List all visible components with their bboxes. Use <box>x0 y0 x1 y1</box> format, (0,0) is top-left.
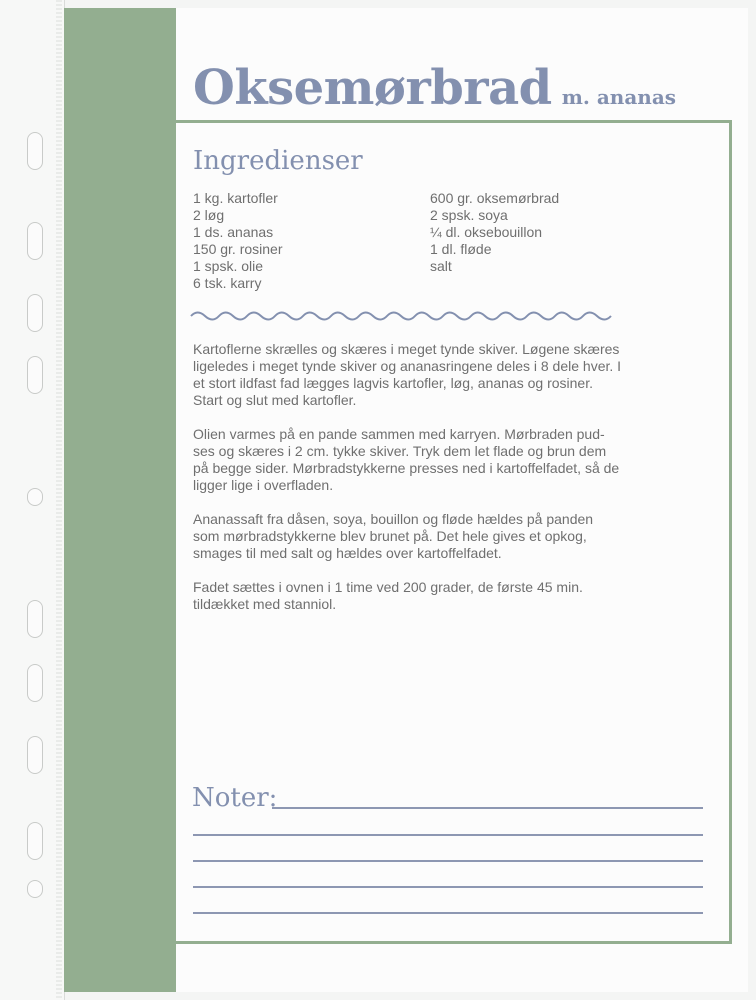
note-line <box>193 834 703 836</box>
ingredient-item: 2 spsk. soya <box>430 207 508 223</box>
punch-hole <box>27 488 43 506</box>
ingredient-item: 1 kg. kartofler <box>193 190 278 206</box>
green-side-bar <box>64 8 176 992</box>
punch-hole <box>27 664 43 702</box>
ingredient-item: 1 ds. ananas <box>193 224 274 240</box>
title-main: Oksemørbrad <box>193 60 552 116</box>
ingredient-item: 1 spsk. olie <box>193 258 264 274</box>
note-line <box>272 807 703 809</box>
ingredient-item: 1 dl. fløde <box>430 241 492 257</box>
note-line <box>193 860 703 862</box>
note-line <box>193 912 703 914</box>
method-paragraph: Olien varmes på en pande sammen med karryen. Mørbraden pud-ses og skæres i 2 cm. tykke skiver. Tryk dem let flade og brun dem på begge sider. Mørbradstykkerne presses ned i kartoffelfadet, så de ligger lige i overfladen. <box>193 426 620 493</box>
method-text <box>193 341 623 630</box>
sheet-protector-strip <box>0 0 65 1000</box>
ingredient-item: salt <box>430 258 452 274</box>
frame-top-rule <box>176 120 732 123</box>
ingredients-left-column <box>193 190 283 292</box>
method-paragraph: Kartoflerne skrælles og skæres i meget tynde skiver. Løgene skæres ligeledes i meget tynde skiver og ananasringene deles i 8 dele hver. I et stort ildfast fad lægges lagvis kartofler, løg, ananas og rosiner. Start og slut med kartofler. <box>193 341 622 408</box>
punch-hole <box>27 356 43 394</box>
ingredients-heading: Ingredienser <box>193 146 363 176</box>
punch-hole <box>27 132 43 170</box>
ingredients-right-column <box>430 190 559 275</box>
method-paragraph: Ananassaft fra dåsen, soya, bouillon og fløde hældes på panden som mørbradstykkerne blev brunet på. Det hele gives et opkog, smages til med salt og hældes over kartoffelfadet. <box>193 511 594 561</box>
punch-hole <box>27 736 43 774</box>
title-subtitle: m. ananas <box>561 85 677 109</box>
punch-hole <box>27 222 43 260</box>
punch-hole <box>27 294 43 332</box>
punch-hole <box>27 600 43 638</box>
ingredient-item: ¼ dl. oksebouillon <box>430 224 543 240</box>
method-paragraph: Fadet sættes i ovnen i 1 time ved 200 grader, de første 45 min. tildækket med stanniol. <box>193 579 583 612</box>
note-line <box>193 886 703 888</box>
ingredient-item: 2 løg <box>193 207 225 223</box>
wave-divider <box>190 308 616 324</box>
ingredient-item: 150 gr. rosiner <box>193 241 283 257</box>
ingredient-item: 600 gr. oksemørbrad <box>430 190 560 206</box>
punch-hole <box>27 822 43 860</box>
notes-label: Noter: <box>192 783 278 813</box>
recipe-title <box>193 60 676 116</box>
sleeve-seam <box>56 0 62 1000</box>
ingredient-item: 6 tsk. karry <box>193 275 262 291</box>
punch-hole <box>27 880 43 898</box>
